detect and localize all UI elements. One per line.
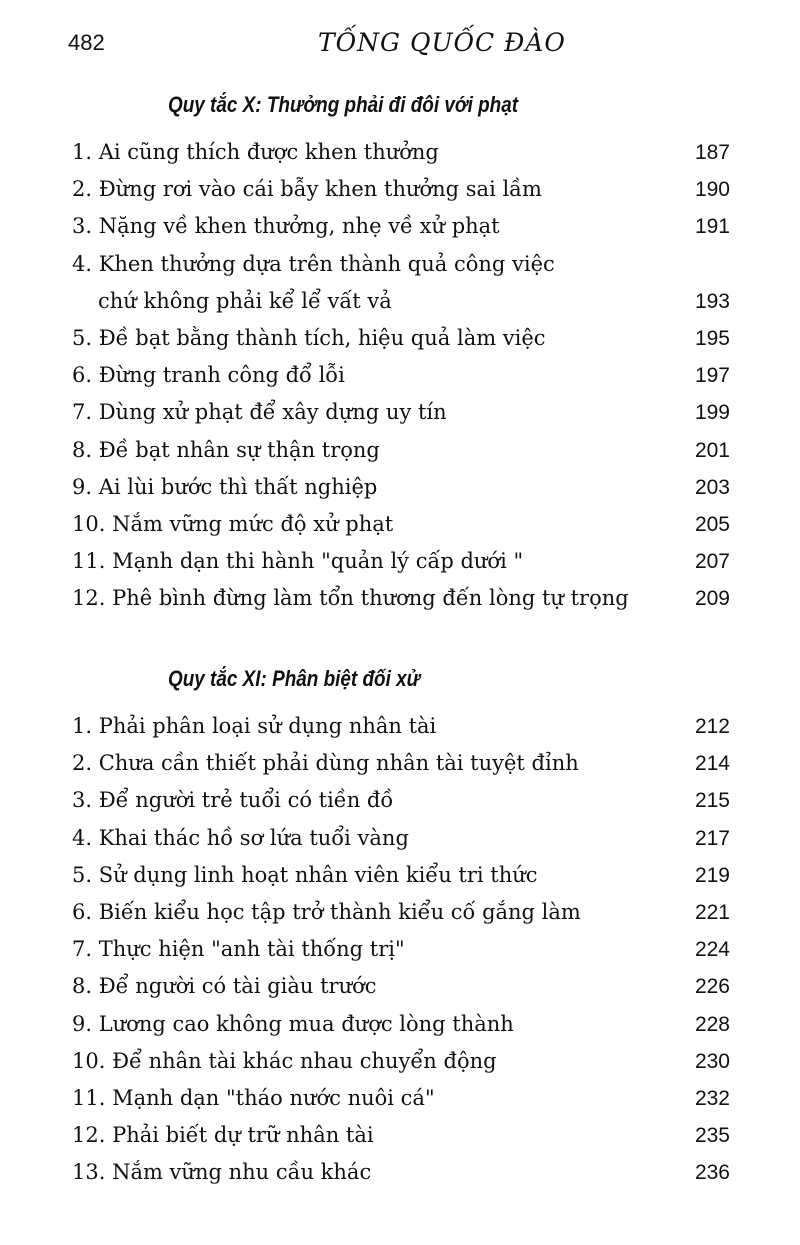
toc-entry: [72, 1154, 730, 1191]
toc-entry-line: [72, 968, 730, 1005]
toc-entry-page-number: 207: [694, 550, 730, 574]
toc-entry-title: 5. Đề bạt bằng thành tích, hiệu quả làm việc: [72, 326, 546, 351]
toc-entry: [72, 394, 730, 431]
toc-entry-page-number: 190: [694, 178, 730, 202]
toc-entry-page-number: 212: [694, 715, 730, 738]
toc-entry-title: 12. Phải biết dự trữ nhân tài: [72, 1123, 374, 1148]
toc-entry-page-number: 203: [694, 475, 730, 499]
toc-entry-page-number: 201: [694, 438, 730, 462]
toc-entry-page-number: 228: [694, 1012, 730, 1036]
toc-entry-line: [72, 469, 730, 506]
toc-entry: [72, 745, 730, 782]
toc-entry: [72, 820, 730, 857]
page-number: 482: [68, 30, 105, 55]
toc-entry: [72, 857, 730, 894]
toc-entry-title: 7. Dùng xử phạt để xây dựng uy tín: [72, 400, 447, 425]
toc-entry-page-number: 197: [694, 364, 730, 388]
toc-entry-page-number: 224: [694, 938, 730, 962]
toc-entry: [72, 171, 730, 208]
toc-entry-title: 2. Chưa cần thiết phải dùng nhân tài tuyệt đỉnh: [72, 751, 579, 776]
section-title: Quy tắc XI: Phân biệt đối xử: [168, 666, 421, 691]
toc-entry-line: [72, 782, 730, 819]
toc-entry-title: 4. Khai thác hồ sơ lứa tuổi vàng: [72, 825, 409, 850]
toc-entry-line: [72, 820, 730, 857]
section-title: Quy tắc X: Thưởng phải đi đôi với phạt: [168, 92, 519, 117]
toc-entry-title: 12. Phê bình đừng làm tổn thương đến lòng tự trọng: [72, 586, 629, 611]
toc-entry-page-number: 230: [694, 1049, 730, 1073]
toc-entry-title: 6. Biến kiểu học tập trở thành kiểu cố gắng làm: [72, 900, 581, 925]
toc-entry-line: [72, 283, 730, 320]
toc-entry-title: 9. Lương cao không mua được lòng thành: [72, 1011, 514, 1036]
toc-entry-line: [72, 357, 730, 394]
toc-entry-line: [72, 1006, 730, 1043]
toc-entry-title: 1. Phải phân loại sử dụng nhân tài: [72, 714, 437, 738]
toc-entry-title: 10. Nắm vững mức độ xử phạt: [72, 512, 394, 537]
toc-entry: [72, 469, 730, 506]
toc-entry-line: [72, 432, 730, 469]
toc-entry-title: 11. Mạnh dạn "tháo nước nuôi cá": [72, 1086, 435, 1111]
toc-entry: [72, 1117, 730, 1154]
toc-entry-title: 1. Ai cũng thích được khen thưởng: [72, 140, 439, 164]
toc-entry: [72, 1006, 730, 1043]
toc-entry-title: 7. Thực hiện "anh tài thống trị": [72, 937, 405, 962]
toc-entry: [72, 708, 730, 745]
toc-entry-title: 9. Ai lùi bước thì thất nghiệp: [72, 474, 378, 499]
toc-entry: [72, 1080, 730, 1117]
toc-entry: [72, 1043, 730, 1080]
toc-entry: [72, 931, 730, 968]
toc-entry-title: 4. Khen thưởng dựa trên thành quả công việc: [72, 251, 555, 276]
toc-entry: [72, 968, 730, 1005]
toc-section-rule-x: [0, 92, 800, 618]
toc-entry-line: [72, 708, 730, 745]
toc-entry-line: [72, 543, 730, 580]
toc-entry-title: 5. Sử dụng linh hoạt nhân viên kiểu tri thức: [72, 862, 538, 887]
toc-entry: [72, 432, 730, 469]
toc-entry-page-number: 226: [694, 975, 730, 999]
toc-entry-page-number: 214: [694, 752, 730, 776]
toc-entry-page-number: 219: [694, 863, 730, 887]
toc-entry-title: 6. Đừng tranh công đổ lỗi: [72, 363, 345, 388]
toc-entry-page-number: 235: [694, 1124, 730, 1148]
toc-section-rule-xi: [0, 666, 800, 1192]
toc-entry-title: 11. Mạnh dạn thi hành "quản lý cấp dưới ": [72, 549, 524, 574]
toc-entry-page-number: 236: [694, 1161, 730, 1185]
toc-entry: [72, 543, 730, 580]
toc-entry-line: [72, 1080, 730, 1117]
toc-entry-line: [72, 894, 730, 931]
toc-entry: [72, 134, 730, 171]
toc-entry: [72, 357, 730, 394]
toc-entry-page-number: 191: [694, 215, 730, 239]
toc-entry-line: [72, 931, 730, 968]
toc-entry-line: [72, 1117, 730, 1154]
running-head: TỐNG QUỐC ĐÀO: [318, 28, 566, 57]
toc-entry-line: [72, 208, 730, 245]
toc-entry-title: 8. Đề bạt nhân sự thận trọng: [72, 437, 380, 462]
toc-entry: [72, 782, 730, 819]
toc-entry-page-number: 195: [694, 327, 730, 351]
toc-entry-title: chứ không phải kể lể vất vả: [98, 288, 392, 313]
toc-entry-page-number: 215: [694, 789, 730, 813]
toc-entry: [72, 246, 730, 320]
toc-entry-line: [72, 745, 730, 782]
toc-entry-title: 8. Để người có tài giàu trước: [72, 974, 377, 999]
toc-entry-title: 3. Để người trẻ tuổi có tiền đồ: [72, 788, 394, 813]
toc-entry-line: [72, 320, 730, 357]
toc-entry-line: [72, 394, 730, 431]
toc-entry-page-number: 221: [694, 901, 730, 925]
toc-entry-page-number: 205: [694, 513, 730, 537]
toc-entry-line: [72, 857, 730, 894]
toc-entry-page-number: 187: [694, 141, 730, 164]
toc-entry-title: 2. Đừng rơi vào cái bẫy khen thưởng sai lầm: [72, 177, 542, 202]
toc-entry-line: [72, 506, 730, 543]
toc-entry-page-number: 217: [694, 826, 730, 850]
toc-entry-line: [72, 580, 730, 617]
toc-entry-page-number: 209: [694, 587, 730, 611]
toc-entry: [72, 506, 730, 543]
toc-entry-title: 10. Để nhân tài khác nhau chuyển động: [72, 1048, 497, 1073]
toc-entry-line: [72, 171, 730, 208]
toc-entry-page-number: 193: [694, 289, 730, 313]
toc-entry-line: [72, 246, 730, 283]
toc-entry: [72, 894, 730, 931]
toc-entry-page-number: 232: [694, 1087, 730, 1111]
toc-entry-line: [72, 1043, 730, 1080]
toc-entry: [72, 320, 730, 357]
toc-entry-title: 13. Nắm vững nhu cầu khác: [72, 1160, 372, 1185]
toc-entry-title: 3. Nặng về khen thưởng, nhẹ về xử phạt: [72, 214, 500, 239]
toc-entry-line: [72, 134, 730, 171]
toc-entry: [72, 208, 730, 245]
toc-entry-page-number: 199: [694, 401, 730, 425]
toc-entry: [72, 580, 730, 617]
toc-entry-line: [72, 1154, 730, 1191]
